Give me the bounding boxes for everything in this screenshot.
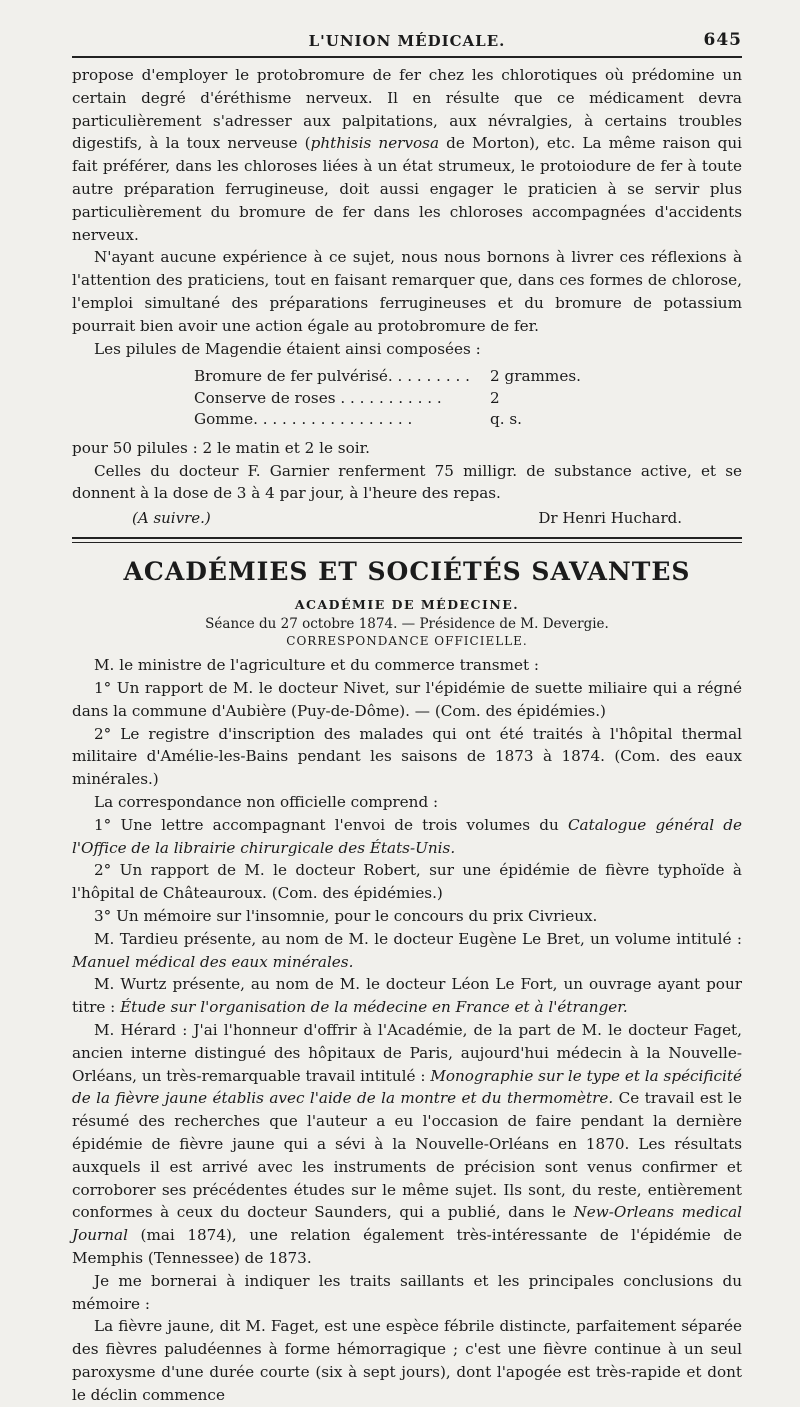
paragraph-garnier: Celles du docteur F. Garnier renferment 75 milligr. de substance active, et se donnent à la dose de 3 à 4 par jour, à l'heure des repas. [72,461,742,503]
to-be-continued: (A suivre.) [132,509,211,528]
prescription-ingredient: Conserve de roses . . . . . . . . . . . [194,388,442,407]
nonofficial-item: 1° Une lettre accompagnant l'envoi de trois volumes du Catalogue général de l'Office de la librairie chirurgicale des États-Unis. [72,815,742,857]
paragraph-pilules: pour 50 pilules : 2 le matin et 2 le soir. [72,438,371,457]
prescription-quantity: 2 grammes. [490,367,581,386]
section-title: ACADÉMIES ET SOCIÉTÉS SAVANTES [123,557,691,587]
page-number: 645 [703,30,742,50]
nonofficial-intro: La correspondance non officielle comprend : [94,793,439,812]
prescription-line [72,388,742,410]
prescription-line [72,409,742,431]
minister-intro: M. le ministre de l'agriculture et du commerce transmet : [94,656,540,675]
correspondence-heading: CORRESPONDANCE OFFICIELLE. [286,634,528,649]
header-rule [72,56,742,58]
prescription-ingredient: Bromure de fer pulvérisé. . . . . . . . . [194,367,470,386]
prescription-quantity: q. s. [490,410,522,429]
official-item: 1° Un rapport de M. le docteur Nivet, sur l'épidémie de suette miliaire qui a régné dans la commune d'Aubière (Puy-de-Dôme). — (Com. des épidémies.) [72,679,742,720]
prescription-quantity: 2 [490,388,500,407]
paragraph-reflexions: N'ayant aucune expérience à ce sujet, nous nous bornons à livrer ces réflexions à l'attention des praticiens, tout en faisant remarquer que, dans ces formes de chlorose, l'emploi simultané des préparations ferrugineuses et du bromure de potassium pourrait bien avoir une action égale au protobromure de fer. [72,248,742,335]
paragraph-magendie: Les pilules de Magendie étaient ainsi composées : [94,339,481,358]
prescription-ingredient: Gomme. . . . . . . . . . . . . . . . . [194,410,413,429]
signature-line [72,507,742,533]
prescription-line [72,366,742,388]
paragraph-bromure: propose d'employer le protobromure de fer chez les chlorotiques où prédomine un certain degré d'éréthisme nerveux. Il en résulte que ce médicament devra particulièrement s'adresser aux palpitations, aux névralgies, à certains troubles digestifs, à la toux nerveuse (phthisis nervosa de Morton), etc. La même raison qui fait préférer, dans les chloroses liées à un état strumeux, le protoiodure de fer à toute autre préparation ferrugineuse, doit aussi engager le praticien à se servir plus particulièrement du bromure de fer dans les chloroses accompagnées d'accidents nerveux. [72,66,742,244]
paragraph-wurtz: M. Wurtz présente, au nom de M. le docteur Léon Le Fort, un ouvrage ayant pour titre : Étude sur l'organisation de la médecine en France et à l'étranger. [72,975,742,1017]
paragraph-tardieu: M. Tardieu présente, au nom de M. le docteur Eugène Le Bret, un volume intitulé : Manuel médical des eaux minérales. [72,929,742,971]
running-head [72,26,742,56]
journal-title: L'UNION MÉDICALE. [308,32,506,50]
session-line: Séance du 27 octobre 1874. — Présidence de M. Devergie. [205,616,609,633]
official-item: 2° Le registre d'inscription des malades qui ont été traités à l'hôpital thermal militaire d'Amélie-les-Bains pendant les saisons de 1873 à 1874. (Com. des eaux minérales.) [72,724,742,789]
paragraph-herard-conclusions: Je me bornerai à indiquer les traits saillants et les principales conclusions du mémoire : [72,1271,742,1313]
prescription [72,366,742,431]
nonofficial-item: 3° Un mémoire sur l'insomnie, pour le concours du prix Civrieux. [94,907,598,926]
paragraph-herard: M. Hérard : J'ai l'honneur d'offrir à l'Académie, de la part de M. le docteur Faget, ancien interne distingué des hôpitaux de Paris, aujourd'hui médecin à la Nouvelle-Orléans, un très-remarquable travail intitulé : Monographie sur le type et la spécificité de la fièvre jaune établis avec l'aide de la montre et du thermomètre. Ce travail est le résumé des recherches que l'auteur a eu l'occasion de faire pendant la dernière épidémie de fièvre jaune qui a sévi à la Nouvelle-Orléans en 1870. Les résultats auxquels il est arrivé avec les instruments de précision sont venus confirmer et corroborer ses précédentes études sur le même sujet. Ils sont, du reste, entièrement conformes à ceux du docteur Saunders, qui a publié, dans le New-Orleans medical Journal (mai 1874), une relation également très-intéressante de l'épidémie de Memphis (Tennessee) de 1873. [72,1021,742,1267]
section-divider [72,537,742,543]
nonofficial-item: 2° Un rapport de M. le docteur Robert, sur une épidémie de fièvre typhoïde à l'hôpital de Châteauroux. (Com. des épidémies.) [72,861,742,903]
author-signature: Dr Henri Huchard. [538,509,682,528]
academy-heading: ACADÉMIE DE MÉDECINE. [294,597,520,613]
paragraph-fievre-jaune: La fièvre jaune, dit M. Faget, est une espèce fébrile distincte, parfaitement séparée des fièvres paludéennes à forme hémorragique ; c'est une fièvre continue à un seul paroxysme d'une durée courte (six à sept jours), dont l'apogée est très-rapide et dont le déclin commence [72,1317,742,1404]
